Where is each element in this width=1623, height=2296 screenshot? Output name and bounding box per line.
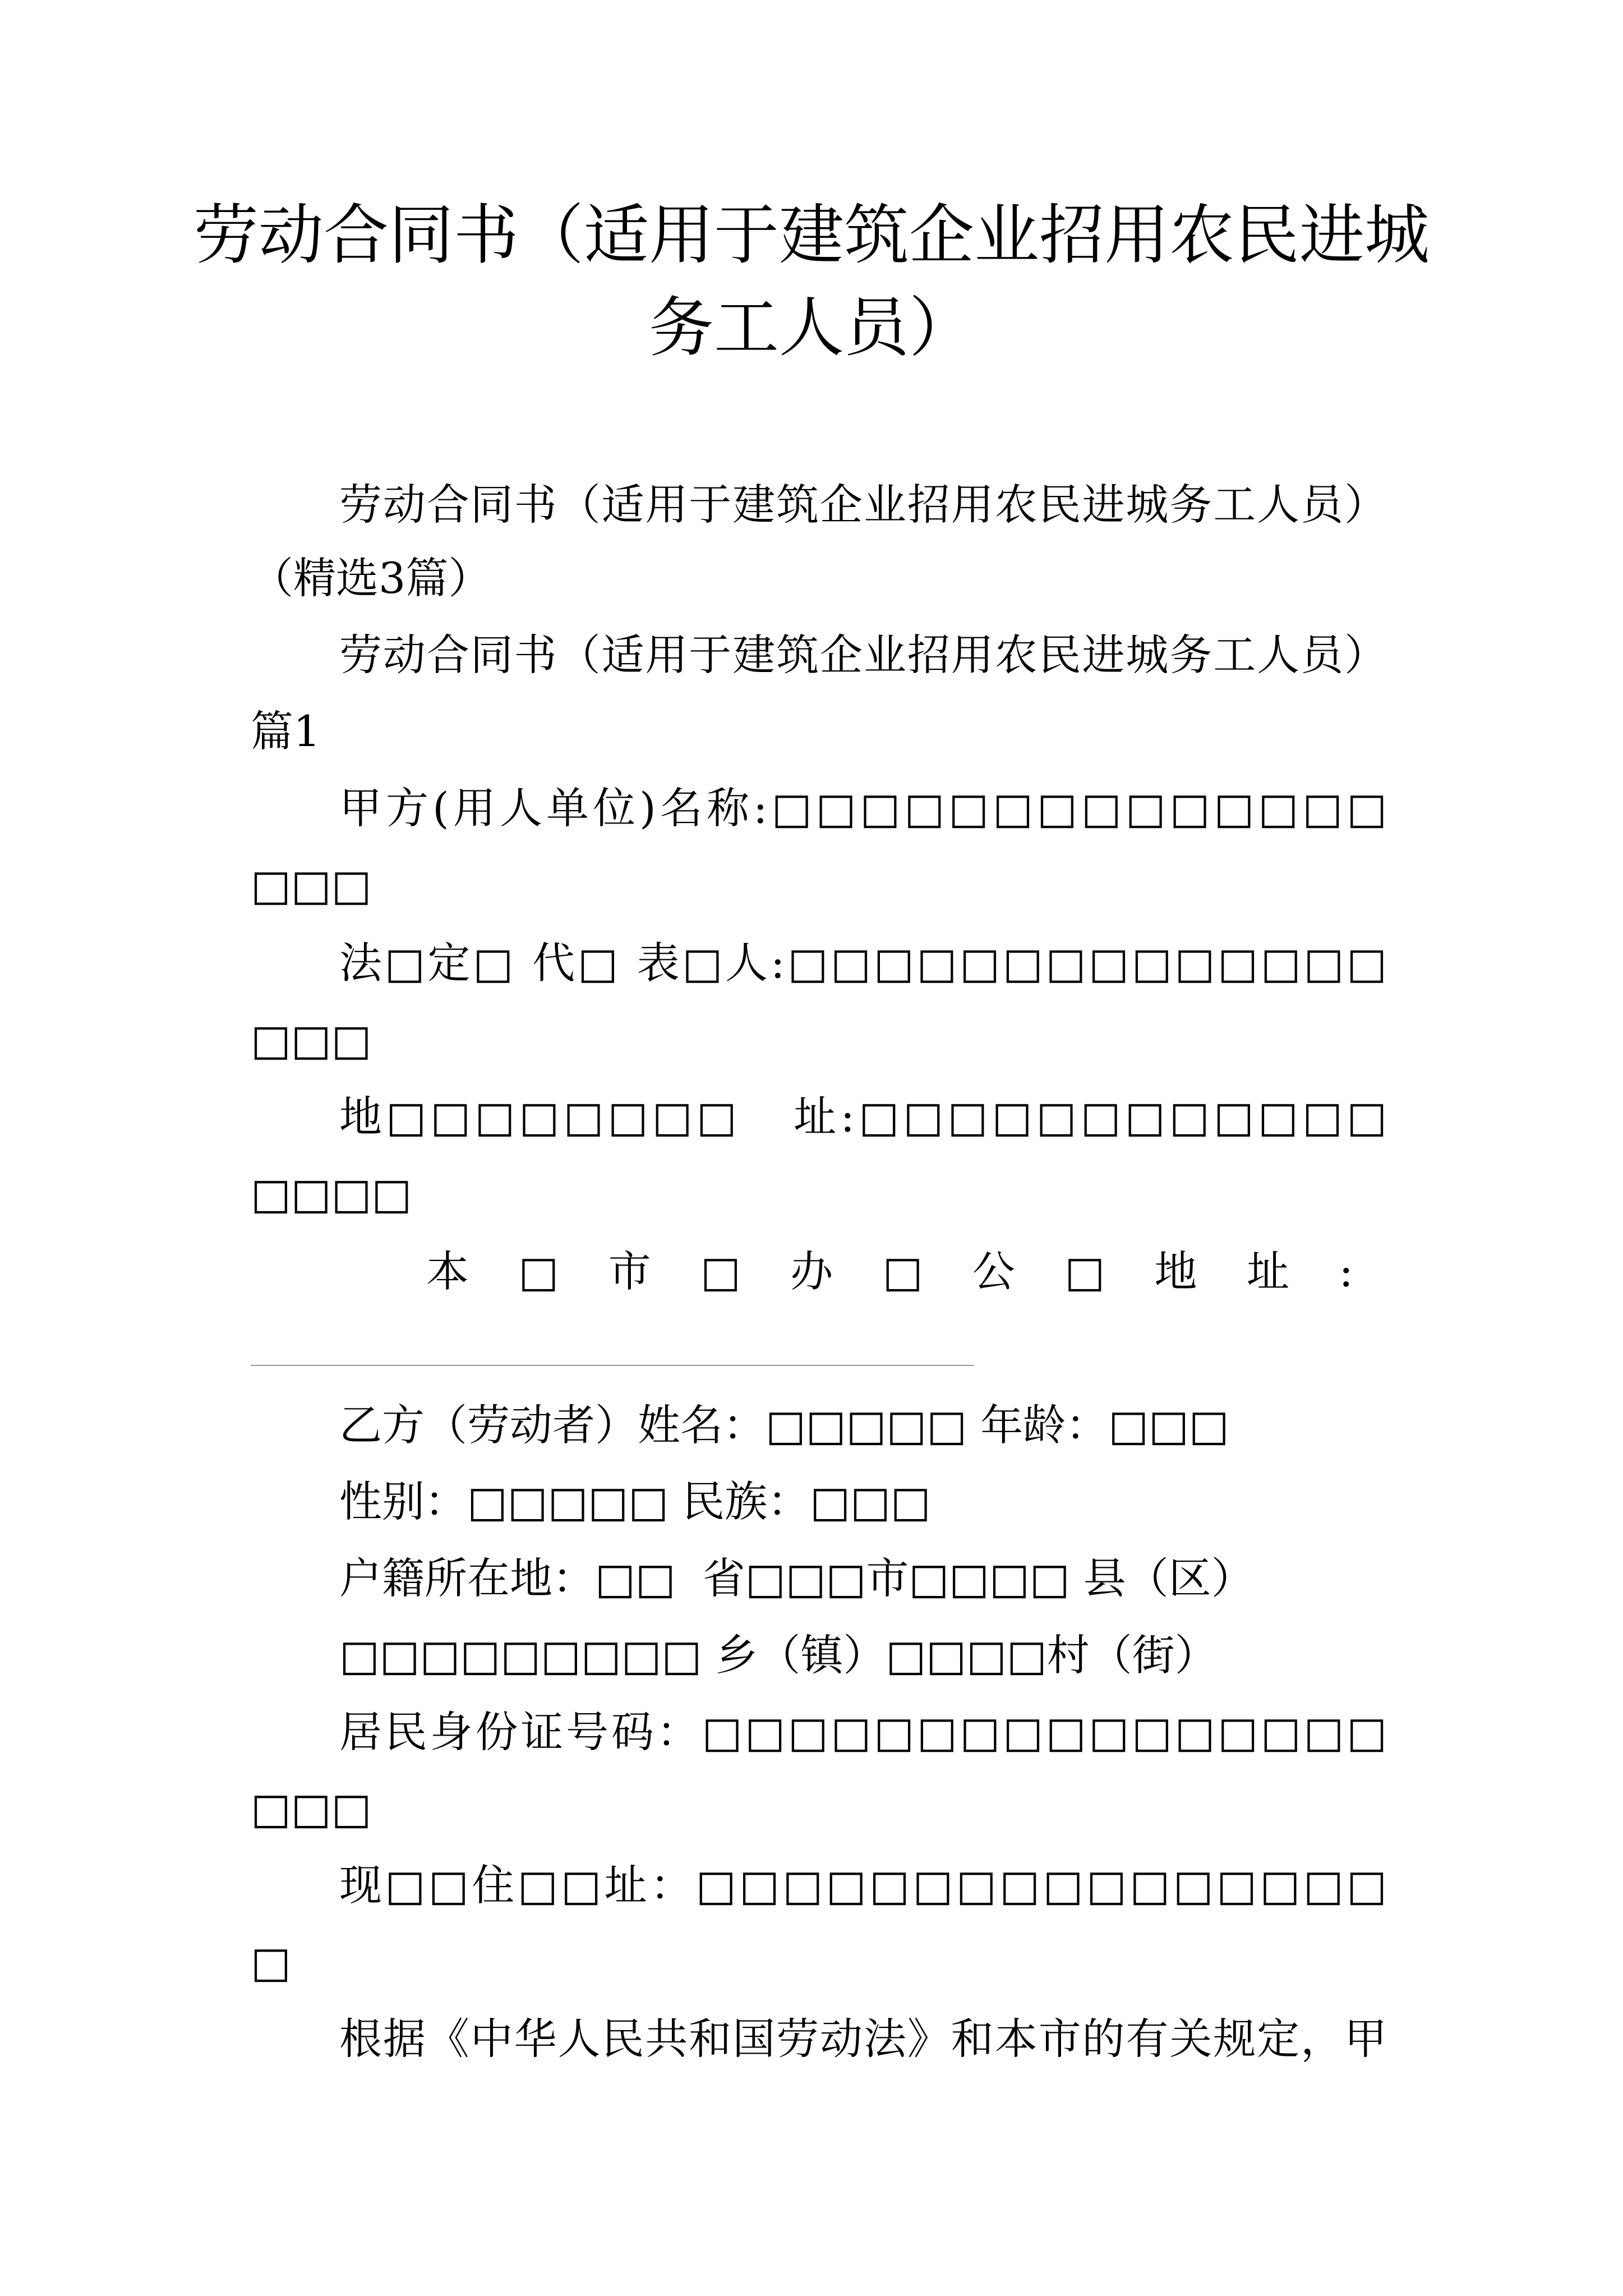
id-number-field-cont: □□□: [251, 1783, 372, 1833]
title-line-1: 劳动合同书（适用于建筑企业招用农民进城: [193, 197, 1430, 273]
party-b-name-age-field: 乙方（劳动者）姓名：□□□□□ 年龄：□□□: [339, 1400, 1229, 1450]
party-a-name-field: 甲方(用人单位)名称:□□□□□□□□□□□□□□: [339, 783, 1387, 833]
office-address-underline: [251, 1365, 974, 1366]
legal-representative-field-cont: □□□: [251, 1015, 372, 1065]
heading-paragraph-line: （精选3篇）: [251, 553, 491, 603]
party-a-name-field-cont: □□□: [251, 860, 372, 910]
current-address-field: 现□□住□□址：□□□□□□□□□□□□□□□□: [339, 1860, 1387, 1910]
gender-ethnicity-field: 性别：□□□□□ 民族：□□□: [339, 1476, 931, 1526]
id-number-field: 居民身份证号码：□□□□□□□□□□□□□□□□: [339, 1707, 1387, 1757]
heading-paragraph-line: 劳动合同书（适用于建筑企业招用农民进城务工人员）: [339, 480, 1387, 530]
section-title-line: 篇1: [251, 706, 321, 756]
address-field: 地□□□□□□□□ 址:□□□□□□□□□□□□: [339, 1092, 1387, 1142]
section-title-line: 劳动合同书（适用于建筑企业招用农民进城务工人员）: [339, 630, 1387, 680]
address-field-cont: □□□□: [251, 1168, 412, 1218]
household-registration-field: 户籍所在地：□□ 省□□□市□□□□ 县（区）: [339, 1553, 1254, 1603]
legal-representative-field: 法□定□ 代□ 表□人:□□□□□□□□□□□□□□: [339, 938, 1387, 988]
title-line-2: 务工人员）: [649, 290, 974, 366]
office-address-field: 本□市□办□公□地址:: [426, 1246, 1387, 1296]
township-village-field: □□□□□□□□□ 乡（镇）□□□□村（街）: [339, 1630, 1218, 1680]
body-paragraph-line: 根据《中华人民共和国劳动法》和本市的有关规定，甲: [339, 2014, 1387, 2064]
current-address-field-cont: □: [251, 1937, 291, 1987]
